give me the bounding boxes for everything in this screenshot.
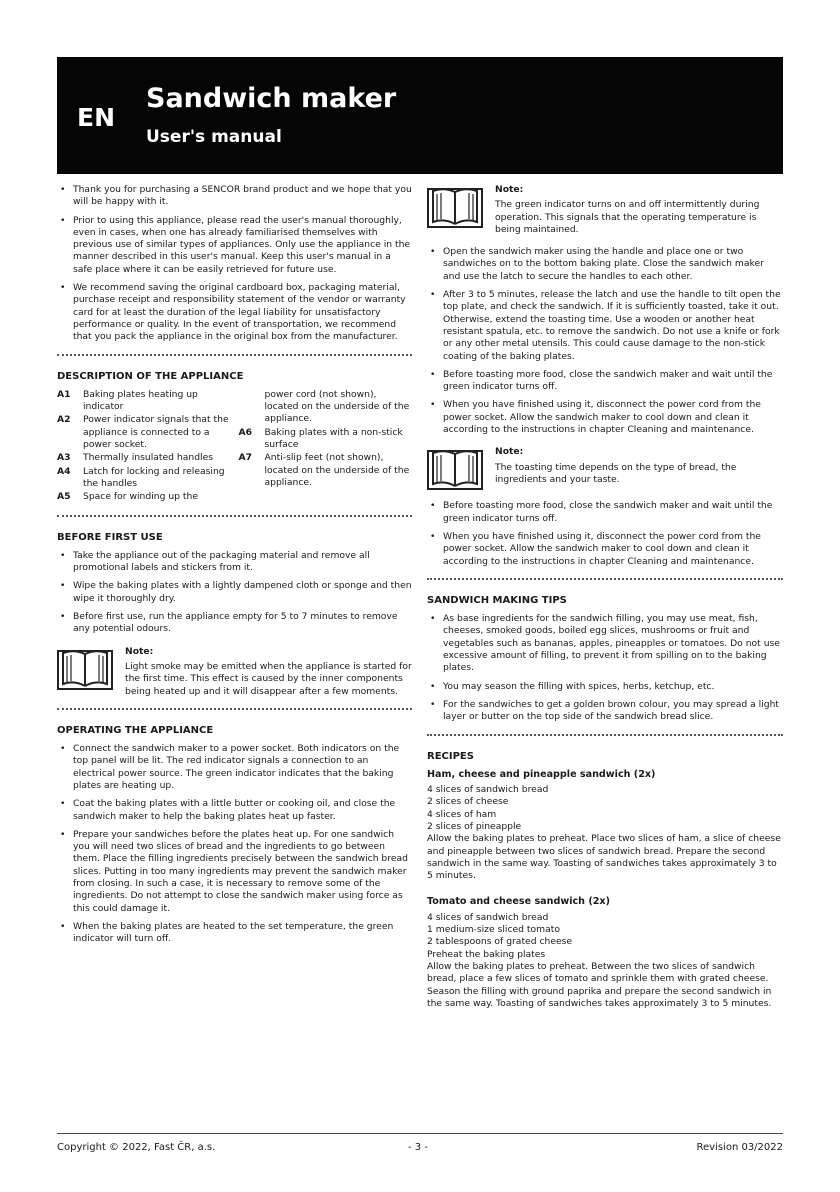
list-item: • You may season the filling with spices, herbs, ketchup, etc. <box>427 681 783 693</box>
part-code: A5 <box>57 491 71 503</box>
list-item: • Before toasting more food, close the sandwich maker and wait until the green indicator turns off. <box>427 500 783 525</box>
part-code <box>239 389 265 426</box>
list-item: • Prepare your sandwiches before the plates heat up. For one sandwich you will need two slices of bread and the ingredients to go between them. Place the filling ingredients precisely between the sandwich bread slices. Putting in too many ingredients may prevent the sandwich maker from closing. In such a case, it is necessary to remove some of the ingredients. Do not attempt to close the sandwich maker using force as this could damage it. <box>57 829 412 915</box>
list-item: • Before first use, run the appliance empty for 5 to 7 minutes to remove any potential odours. <box>57 611 412 636</box>
recipe-text: Allow the baking plates to preheat. Between the two slices of sandwich bread, place a few slices of tomato and sprinkle them with grated cheese. Season the filling with ground paprika and prepare the second sandwich in the same way. Toasting of sandwiches takes approximately 3 to 5 minutes. <box>427 960 772 1009</box>
recipe-text: Allow the baking plates to preheat. Place two slices of ham, a slice of cheese and pineapple between two slices of sandwich bread. Prepare the second sandwich in the same way. Toasting of sandwiches takes approximately 3 to 5 minutes. <box>427 833 781 882</box>
part-item <box>239 389 413 426</box>
recipe-line: 2 tablespoons of grated cheese <box>427 936 573 948</box>
dotted-divider <box>57 708 412 710</box>
list-item: • Prior to using this appliance, please read the user's manual thoroughly, even in cases, when one has already familiarised themselves with previous use of similar types of appliances. Only use the appliance in the manner described in this user's manual. Keep this user's manual in a safe place where it can be easily retrieved for future use. <box>57 215 412 276</box>
part-text: Space for winding up the <box>83 491 198 503</box>
recipe-line: 4 slices of sandwich bread <box>427 784 549 796</box>
list-item: • Connect the sandwich maker to a power socket. Both indicators on the top panel will be lit. The red indicator signals a connection to an electrical power source. The green indicator indicates that the baking plates are heating up. <box>57 743 412 792</box>
note-body <box>125 646 412 698</box>
part-code: A6 <box>238 426 253 438</box>
usage-list <box>427 246 783 436</box>
header-banner <box>57 57 783 174</box>
note-box <box>427 184 783 236</box>
parts-column-left <box>57 389 231 505</box>
list-item: • For the sandwiches to get a golden brown colour, you may spread a light layer or butter on the top side of the sandwich bread slice. <box>427 699 783 724</box>
note-title: Note: <box>495 446 524 458</box>
part-item <box>239 452 413 489</box>
tips-list <box>427 613 783 723</box>
recipe-title: Tomato and cheese sandwich (2x) <box>427 896 610 908</box>
part-text: Thermally insulated handles <box>83 452 214 464</box>
note-box <box>427 446 783 490</box>
part-text: power cord (not shown), located on the underside of the appliance. <box>264 388 410 425</box>
intro-list <box>57 184 412 344</box>
footer-revision: Revision 03/2022 <box>696 1142 783 1153</box>
recipe-tomato-cheese <box>427 896 783 1010</box>
left-column <box>57 184 412 952</box>
list-item: • Wipe the baking plates with a lightly dampened cloth or sponge and then wipe it thoroughly dry. <box>57 580 412 605</box>
part-text: Anti-slip feet (not shown), located on the underside of the appliance. <box>264 452 410 488</box>
footer-divider <box>57 1133 783 1134</box>
section-heading-description: DESCRIPTION OF THE APPLIANCE <box>57 370 244 382</box>
list-item: • After 3 to 5 minutes, release the latch and use the handle to tilt open the top plate, and check the sandwich. If it is sufficiently toasted, take it out. Otherwise, extend the toasting time. Use a wooden or another heat resistant spatula, etc. to remove the sandwich. Do not use a knife or fork or any other metal utensils. This could cause damage to the non-stick coating of the baking plates. <box>427 289 783 363</box>
part-item <box>57 452 231 464</box>
part-item <box>57 466 231 491</box>
list-item: • We recommend saving the original cardboard box, packaging material, purchase receipt and responsibility statement of the vendor or warranty card for at least the duration of the legal liability for unsatisfactory performance or quality. In the event of transportation, we recommend that you pack the appliance in the original box from the manufacturer. <box>57 282 412 343</box>
part-code: A1 <box>57 388 71 400</box>
recipe-line: Preheat the baking plates <box>427 948 546 960</box>
list-item: • Before toasting more food, close the sandwich maker and wait until the green indicator turns off. <box>427 369 783 394</box>
note-title: Note: <box>125 645 154 657</box>
before-first-use-list <box>57 550 412 636</box>
open-book-icon <box>427 446 483 490</box>
part-item <box>57 389 231 414</box>
part-code: A7 <box>238 452 253 464</box>
dotted-divider <box>57 354 412 356</box>
recipe-line: 2 slices of cheese <box>427 796 509 808</box>
recipe-line: 2 slices of pineapple <box>427 820 522 832</box>
list-item: • When you have finished using it, disconnect the power cord from the power socket. Allow the sandwich maker to cool down and clean it according to the instructions in chapter Cleaning and maintenance. <box>427 531 783 568</box>
footer-copyright: Copyright © 2022, Fast ČR, a.s. <box>57 1142 216 1153</box>
dotted-divider <box>57 515 412 517</box>
page-subtitle: User's manual <box>146 127 282 147</box>
parts-list <box>57 389 412 505</box>
note-text: The green indicator turns on and off intermittently during operation. This signals that the operating temperature is being maintained. <box>495 199 760 235</box>
list-item: • As base ingredients for the sandwich filling, you may use meat, fish, cheeses, smoked goods, boiled egg slices, mushrooms or fruit and vegetables such as bananas, apples, pineapples or tomatoes. Do not use excessive amount of filling, to prevent it from spilling on to the baking plates. <box>427 613 783 674</box>
list-item: • Open the sandwich maker using the handle and place one or two sandwiches on to the bottom baking plate. Close the sandwich maker and use the latch to secure the handles to each other. <box>427 246 783 283</box>
open-book-icon <box>57 646 113 690</box>
list-item: • When you have finished using it, disconnect the power cord from the power socket. Allow the sandwich maker to cool down and clean it according to the instructions in chapter Cleaning and maintenance. <box>427 399 783 436</box>
note-body <box>495 184 783 236</box>
part-item <box>57 414 231 451</box>
part-code: A3 <box>57 452 71 464</box>
dotted-divider <box>427 578 783 580</box>
operating-list <box>57 743 412 945</box>
note-text: Light smoke may be emitted when the appliance is started for the first time. This effect is caused by the inner components being heated up and it will disappear after a few moments. <box>125 660 412 697</box>
note-title: Note: <box>495 184 524 195</box>
recipe-ham-cheese <box>427 769 783 883</box>
section-heading-recipes: RECIPES <box>427 750 474 762</box>
recipe-line: 4 slices of sandwich bread <box>427 911 549 923</box>
list-item: • When the baking plates are heated to the set temperature, the green indicator will turn off. <box>57 921 412 946</box>
section-heading-before-first-use: BEFORE FIRST USE <box>57 531 163 543</box>
recipe-line: 4 slices of ham <box>427 808 497 820</box>
part-code: A2 <box>57 414 71 426</box>
recipe-title: Ham, cheese and pineapple sandwich (2x) <box>427 768 656 780</box>
open-book-icon <box>427 184 483 228</box>
part-text: Latch for locking and releasing the handles <box>83 465 225 489</box>
note-text: The toasting time depends on the type of bread, the ingredients and your taste. <box>495 461 737 485</box>
page-title: Sandwich maker <box>146 83 397 114</box>
right-column <box>427 184 783 1010</box>
usage-list-2 <box>427 500 783 567</box>
section-heading-operating: OPERATING THE APPLIANCE <box>57 724 214 736</box>
note-body <box>495 446 783 490</box>
part-code: A4 <box>57 465 71 477</box>
recipe-line: 1 medium-size sliced tomato <box>427 924 560 936</box>
list-item: • Coat the baking plates with a little butter or cooking oil, and close the sandwich maker to help the baking plates heat up faster. <box>57 798 412 823</box>
list-item: • Thank you for purchasing a SENCOR brand product and we hope that you will be happy with it. <box>57 184 412 209</box>
part-text: Baking plates with a non-stick surface <box>264 426 403 451</box>
language-code: EN <box>77 103 116 132</box>
note-box <box>57 646 412 698</box>
page-number: - 3 - <box>408 1142 428 1153</box>
part-text: Power indicator signals that the appliance is connected to a power socket. <box>83 414 229 451</box>
part-item <box>57 491 231 503</box>
section-heading-tips: SANDWICH MAKING TIPS <box>427 594 567 606</box>
part-item <box>239 427 413 452</box>
parts-column-right <box>239 389 413 505</box>
dotted-divider <box>427 734 783 736</box>
list-item: • Take the appliance out of the packaging material and remove all promotional labels and stickers from it. <box>57 550 412 575</box>
part-text: Baking plates heating up indicator <box>83 388 198 413</box>
